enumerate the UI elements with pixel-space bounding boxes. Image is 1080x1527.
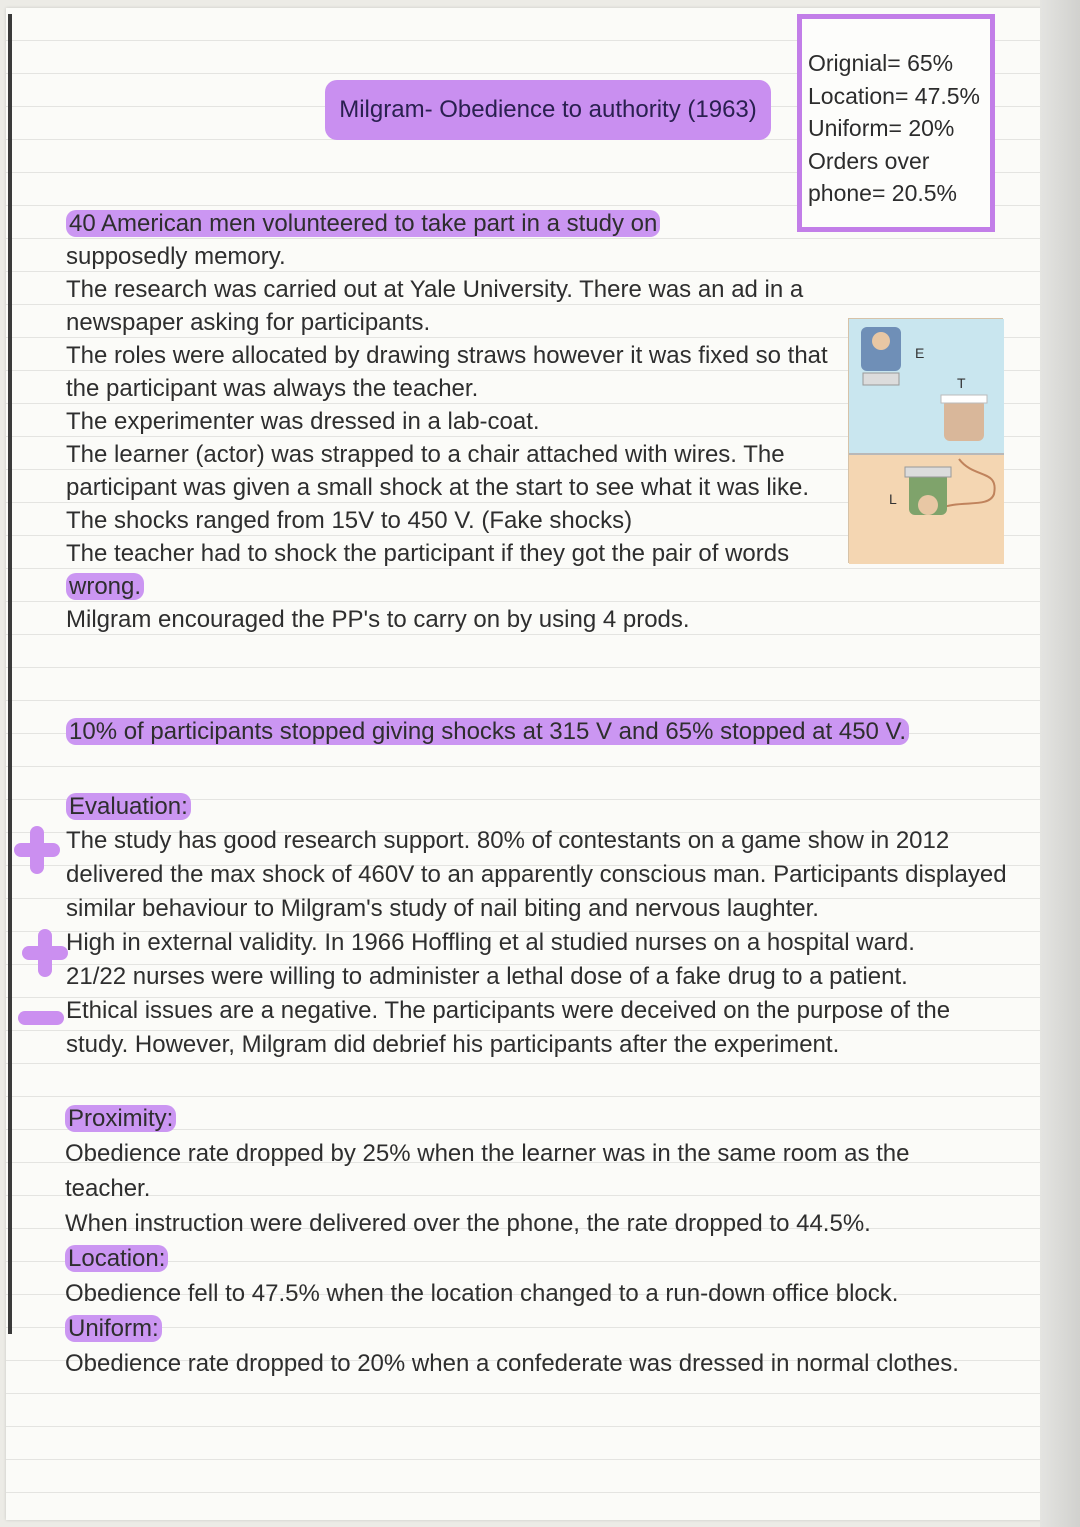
- proximity-line: Obedience rate dropped by 25% when the learner was in the same room as the: [65, 1140, 910, 1167]
- location-heading-text: Location:: [65, 1245, 168, 1272]
- page-title-text: Milgram- Obedience to authority (1963): [339, 96, 757, 123]
- location-heading: [65, 1241, 959, 1276]
- uniform-heading: [65, 1311, 959, 1346]
- procedure-line-text: wrong.: [66, 573, 144, 600]
- evaluation-line: 21/22 nurses were willing to administer a lethal dose of a fake drug to a patient.: [66, 963, 908, 990]
- experiment-setup-diagram: [848, 318, 1003, 563]
- procedure-line: [66, 207, 828, 240]
- evaluation-line: similar behaviour to Milgram's study of nail biting and nervous laughter.: [66, 895, 819, 922]
- procedure-line: The shocks ranged from 15V to 450 V. (Fake shocks): [66, 507, 633, 534]
- stat-line: Location= 47.5%: [808, 82, 980, 109]
- procedure-line: The research was carried out at Yale University. There was an ad in a: [66, 276, 804, 303]
- results-line-text: 10% of participants stopped giving shocks at 315 V and 65% stopped at 450 V.: [66, 718, 909, 745]
- experimenter-head: [872, 332, 890, 350]
- obedience-stats-box: [797, 14, 995, 232]
- proximity-line: When instruction were delivered over the phone, the rate dropped to 44.5%.: [65, 1210, 871, 1237]
- procedure-line: [66, 570, 828, 603]
- stat-line: Orders over: [808, 147, 930, 174]
- evaluation-line: Ethical issues are a negative. The participants were deceived on the purpose of the: [66, 997, 951, 1024]
- experimenter-label: E: [915, 345, 925, 361]
- procedure-line-text: 40 American men volunteered to take part in a study on: [66, 210, 660, 237]
- variations-section: [65, 1101, 959, 1381]
- teacher-label: T: [957, 375, 966, 391]
- evaluation-line: High in external validity. In 1966 Hoffling et al studied nurses on a hospital ward.: [66, 929, 915, 956]
- evaluation-line: study. However, Milgram did debrief his participants after the experiment.: [66, 1031, 840, 1058]
- shock-generator: [863, 373, 899, 385]
- results-line: [66, 715, 909, 748]
- results-section: [66, 715, 909, 748]
- proximity-heading-text: Proximity:: [65, 1105, 176, 1132]
- procedure-line: The learner (actor) was strapped to a chair attached with wires. The: [66, 441, 785, 468]
- page-binding-edge: [8, 14, 12, 1334]
- evaluation-section: [66, 790, 1007, 1062]
- procedure-section: [66, 207, 828, 636]
- procedure-line: the participant was always the teacher.: [66, 375, 479, 402]
- stat-line: Orignial= 65%: [808, 50, 954, 76]
- teacher-chair: [941, 395, 987, 403]
- stat-line: Uniform= 20%: [808, 115, 955, 141]
- teacher-figure: [944, 399, 984, 441]
- location-line: Obedience fell to 47.5% when the location changed to a run-down office block.: [65, 1280, 899, 1307]
- evaluation-line: delivered the max shock of 460V to an apparently conscious man. Participants displayed: [66, 861, 1007, 888]
- procedure-line: The teacher had to shock the participant if they got the pair of words: [66, 540, 790, 567]
- stat-line: phone= 20.5%: [808, 180, 957, 206]
- proximity-line: teacher.: [65, 1175, 151, 1202]
- page-shadow: [1040, 0, 1080, 1527]
- uniform-heading-text: Uniform:: [65, 1315, 162, 1342]
- procedure-line: newspaper asking for participants.: [66, 309, 431, 336]
- procedure-line: supposedly memory.: [66, 243, 286, 270]
- proximity-heading: [65, 1101, 959, 1136]
- evaluation-heading-text: Evaluation:: [66, 793, 191, 820]
- learner-head: [918, 495, 938, 515]
- setup-illustration: [849, 319, 1004, 564]
- learner-chair: [905, 467, 951, 477]
- learner-label: L: [889, 491, 897, 507]
- evaluation-line: The study has good research support. 80% of contestants on a game show in 2012: [66, 827, 950, 854]
- negative-marker-icon: [18, 1011, 64, 1025]
- procedure-line: The experimenter was dressed in a lab-coat.: [66, 408, 540, 435]
- procedure-line: The roles were allocated by drawing straws however it was fixed so that: [66, 342, 828, 369]
- evaluation-heading: [66, 790, 1007, 824]
- procedure-line: Milgram encouraged the PP's to carry on by using 4 prods.: [66, 606, 690, 633]
- page-title: [325, 80, 771, 140]
- uniform-line: Obedience rate dropped to 20% when a confederate was dressed in normal clothes.: [65, 1350, 959, 1377]
- procedure-line: participant was given a small shock at the start to see what it was like.: [66, 474, 810, 501]
